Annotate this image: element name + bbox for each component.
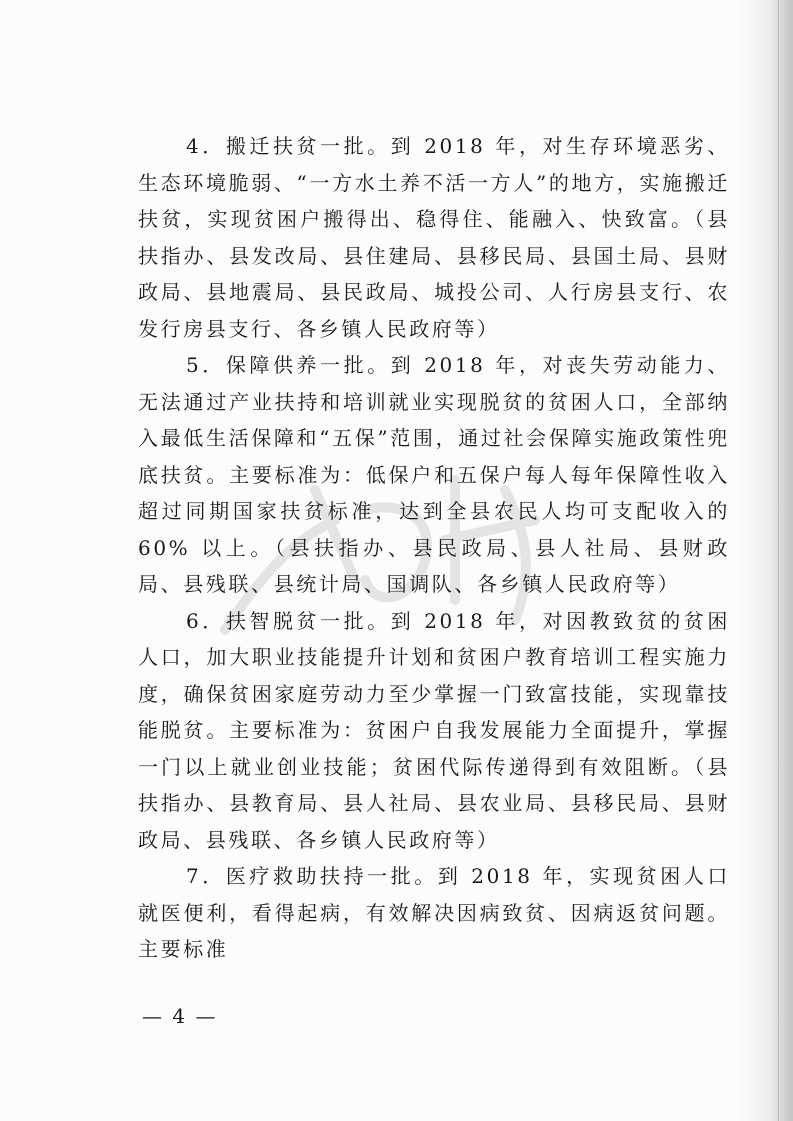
page-number: — 4 — (142, 1004, 218, 1028)
paragraph-education: 6．扶智脱贫一批。到 2018 年，对因教致贫的贫困人口，加大职业技能提升计划和贫困户教育培训工程实施力度，确保贫困家庭劳动力至少掌握一门致富技能，实现靠技能脱贫。主要标准为：贫困户自我发展能力全面提升，掌握一门以上就业创业技能；贫困代际传递得到有效阻断。（县扶指办、县教育局、县人社局、县农业局、县移民局、县财政局、县残联、各乡镇人民政府等） (138, 608, 730, 852)
scan-edge-shadow (738, 0, 793, 1121)
scan-edge-line (778, 0, 779, 1121)
paragraph-medical: 7．医疗救助扶持一批。到 2018 年，实现贫困人口就医便利，看得起病，有效解决因病致贫、因病返贫问题。主要标准 (138, 864, 730, 961)
paragraph-security: 5．保障供养一批。到 2018 年，对丧失劳动能力、无法通过产业扶持和培训就业实现脱贫的贫困人口，全部纳入最低生活保障和“五保”范围，通过社会保障实施政策性兜底扶贫。主要标准为：低保户和五保户每人每年保障性收入超过同期国家扶贫标准，达到全县农民人均可支配收入的 60% 以上。（县扶指办、县民政局、县人社局、县财政局、县残联、县统计局、国调队、各乡镇人民政府等） (138, 353, 730, 596)
document-body (138, 128, 730, 968)
paragraph-relocation: 4．搬迁扶贫一批。到 2018 年，对生存环境恶劣、生态环境脆弱、“一方水土养不活一方人”的地方，实施搬迁扶贫，实现贫困户搬得出、稳得住、能融入、快致富。（县扶指办、县发改局、县住建局、县移民局、县国土局、县财政局、县地震局、县民政局、城投公司、人行房县支行、农发行房县支行、各乡镇人民政府等） (138, 134, 730, 341)
